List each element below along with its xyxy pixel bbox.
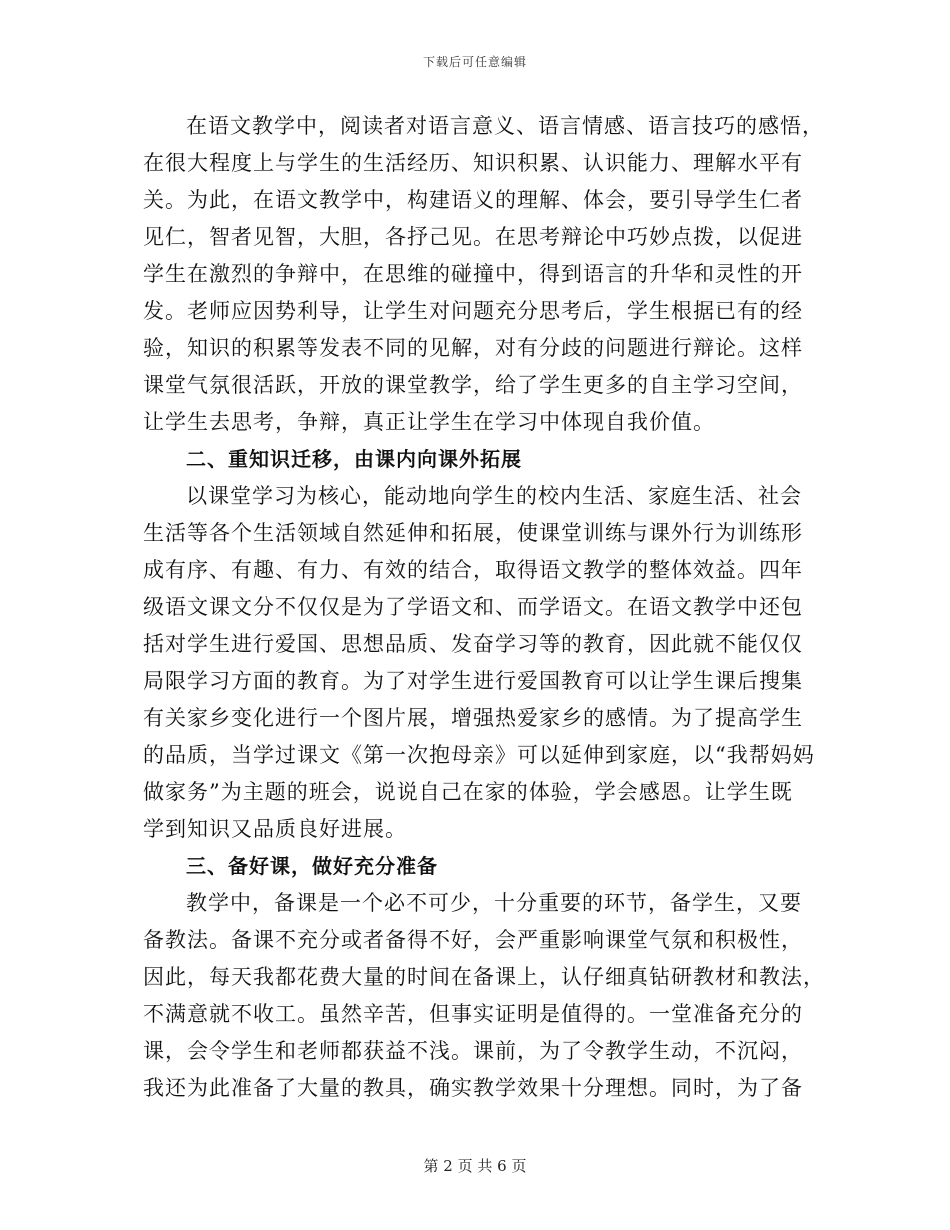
text-line: 让学生去思考，争辩，真正让学生在学习中体现自我价值。 [143,410,715,434]
text-line: 生活等各个生活领域自然延伸和拓展，使课堂训练与课外行为训练形 [143,521,803,545]
page-header: 下载后可任意编辑 [422,55,527,69]
text-line: 因此，每天我都花费大量的时间在备课上，认仔细真钻研教材和教法， [143,965,825,989]
text-line: 在很大程度上与学生的生活经历、知识积累、认识能力、理解水平有 [143,151,803,175]
text-line: 成有序、有趣、有力、有效的结合，取得语文教学的整体效益。四年 [143,558,803,582]
text-line: 备教法。备课不充分或者备得不好，会严重影响课堂气氛和积极性， [143,928,803,952]
text-line: 括对学生进行爱国、思想品质、发奋学习等的教育，因此就不能仅仅 [143,632,803,656]
text-line: 在语文教学中，阅读者对语言意义、语言情感、语言技巧的感悟， [186,114,824,138]
text-line: 的品质，当学过课文《第一次抱母亲》可以延伸到家庭，以“我帮妈妈 [143,743,815,767]
text-line: 以课堂学习为核心，能动地向学生的校内生活、家庭生活、社会 [186,484,802,508]
text-line: 课，会令学生和老师都获益不浅。课前，为了令教学生动，不沉闷， [143,1039,803,1063]
text-line: 局限学习方面的教育。为了对学生进行爱国教育可以让学生课后搜集 [143,669,803,693]
text-line: 级语文课文分不仅仅是为了学语文和、而学语文。在语文教学中还包 [143,595,803,619]
section-heading: 二、重知识迁移，由课内向课外拓展 [186,447,522,471]
document-body [143,108,825,1107]
text-line: 学到知识又品质良好进展。 [143,817,407,841]
text-line: 不满意就不收工。虽然辛苦，但事实证明是值得的。一堂准备充分的 [143,1002,803,1026]
text-line: 学生在激烈的争辩中，在思维的碰撞中，得到语言的升华和灵性的开 [143,262,803,286]
text-line: 发。老师应因势利导，让学生对问题充分思考后，学生根据已有的经 [143,299,803,323]
text-line: 关。为此，在语文教学中，构建语义的理解、体会，要引导学生仁者 [143,188,803,212]
text-line: 教学中，备课是一个必不可少，十分重要的环节，备学生，又要 [186,891,802,915]
text-line: 做家务”为主题的班会，说说自己在家的体验，学会感恩。让学生既 [143,780,793,804]
text-line: 有关家乡变化进行一个图片展，增强热爱家乡的感情。为了提高学生 [143,706,803,730]
text-line: 验，知识的积累等发表不同的见解，对有分歧的问题进行辩论。这样 [143,336,803,360]
page-footer: 第 2 页 共 6 页 [423,1157,527,1175]
text-line: 见仁，智者见智，大胆，各抒己见。在思考辩论中巧妙点拨，以促进 [143,225,803,249]
section-heading: 三、备好课，做好充分准备 [186,854,438,878]
text-line: 课堂气氛很活跃，开放的课堂教学，给了学生更多的自主学习空间， [143,373,803,397]
text-line: 我还为此准备了大量的教具，确实教学效果十分理想。同时，为了备 [143,1076,803,1100]
